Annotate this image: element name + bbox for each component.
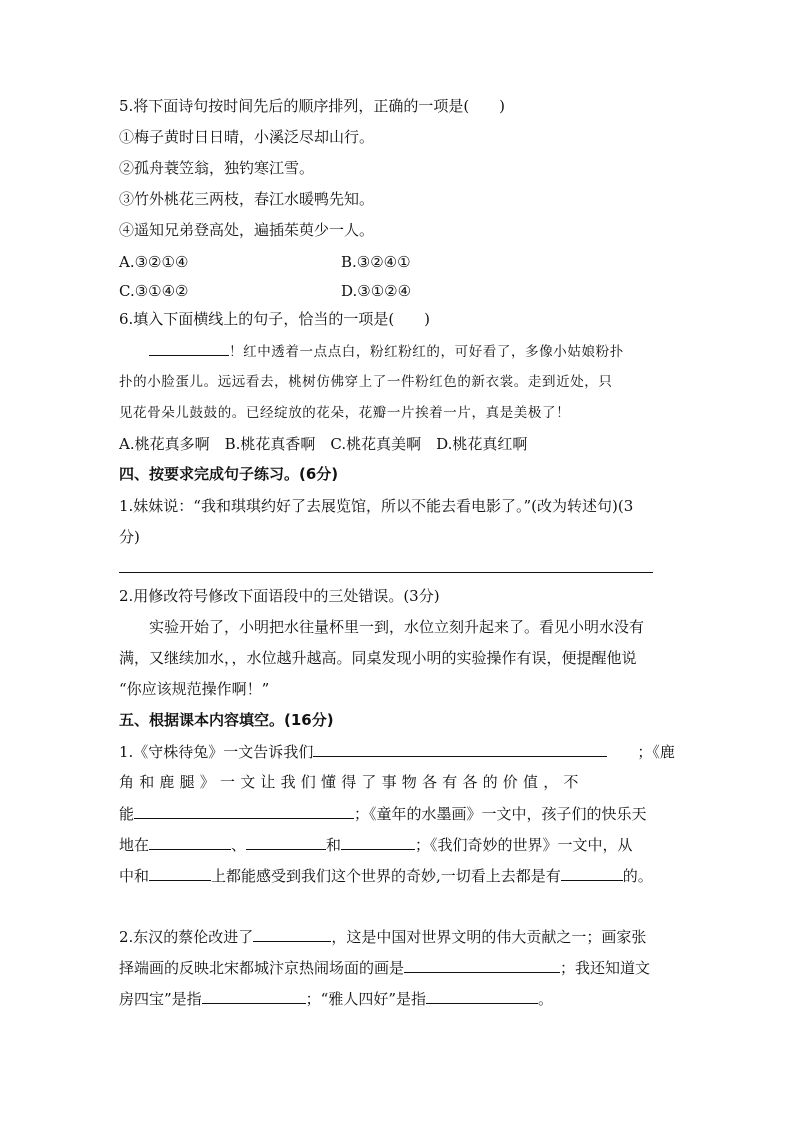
q5-stem: 5.将下面诗句按时间先后的顺序排列，正确的一项是( ) <box>119 97 506 115</box>
q6-passage-text-1: ！红中透着一点点白，粉红粉红的，可好看了，多像小姑娘粉扑 <box>229 344 624 360</box>
q5-item-3: ③竹外桃花三两枝，春江水暖鸭先知。 <box>119 190 375 208</box>
sec5-q1-blank-1[interactable] <box>313 741 607 757</box>
sec4-q1-line-1: 1.妹妹说：“我和琪琪约好了去展览馆，所以不能去看电影了。”(改为转述句)(3 <box>119 497 634 515</box>
sec4-q2-line-2: 满，又继续加水，，水位越升越高。同桌发现小明的实验操作有误，便提醒他说 <box>119 649 637 667</box>
sec5-q2-text-a: 2.东汉的蔡伦改进了 <box>119 928 254 946</box>
sec5-q2-blank-2[interactable] <box>404 957 560 973</box>
sec5-q2-text-f: ；“雅人四好”是指 <box>305 990 427 1008</box>
sec5-q1-text-k: 上都能感受到我们这个世界的奇妙,一切看上去都是有 <box>211 867 561 885</box>
sec5-q1-line-1 <box>119 741 675 762</box>
section-5-heading: 五、根据课本内容填空。(16分) <box>119 711 334 729</box>
sec4-q2-line-3: “你应该规范操作啊！” <box>119 680 270 698</box>
q5-item-2: ②孤舟蓑笠翁，独钓寒江雪。 <box>119 159 315 177</box>
sec4-q2-line-1: 实验开始了，小明把水往量杯里一到，水位立刻升起来了。看见小明水没有 <box>149 618 645 636</box>
q6-options: A.桃花真多啊 B.桃花真香啊 C.桃花真美啊 D.桃花真红啊 <box>119 435 528 453</box>
sec5-q2-text-b: ，这是中国对世界文明的伟大贡献之一；画家张 <box>331 928 647 946</box>
sec5-q1-text-i: ；《我们奇妙的世界》一文中，从 <box>415 836 633 854</box>
sec5-q2-blank-3[interactable] <box>202 988 306 1004</box>
sec4-q2-stem: 2.用修改符号修改下面语段中的三处错误。(3分) <box>119 587 440 605</box>
sec5-q1-blank-6[interactable] <box>149 865 211 881</box>
sec5-q1-line-4 <box>119 834 633 855</box>
sec5-q1-text-a: 1.《守株待兔》一文告诉我们 <box>119 743 314 761</box>
q5-option-b: B.③②④① <box>341 253 411 271</box>
q6-blank[interactable] <box>149 340 229 356</box>
sec5-q2-line-1 <box>119 926 646 947</box>
sec5-q1-line-3 <box>119 803 647 824</box>
q6-passage-line-2: 扑的小脸蛋儿。远远看去，桃树仿佛穿上了一件粉红色的新衣裳。走到近处，只 <box>119 374 613 390</box>
q5-option-a: A.③②①④ <box>119 253 189 271</box>
sec5-q1-text-g: 、 <box>231 836 247 854</box>
q5-item-4: ④遥知兄弟登高处，遍插茱萸少一人。 <box>119 221 375 239</box>
sec5-q2-line-2 <box>119 957 650 978</box>
sec5-q1-text-b: ；《鹿 <box>637 743 675 761</box>
sec4-q1-answer-line[interactable] <box>119 572 653 573</box>
sec5-q1-blank-7[interactable] <box>561 865 623 881</box>
sec5-q2-line-3 <box>119 988 553 1009</box>
sec5-q2-blank-4[interactable] <box>426 988 538 1004</box>
sec5-q1-text-f: 地在 <box>119 836 150 854</box>
sec5-q1-line-2: 角和鹿腿》一文让我们懂得了事物各有各的价值，不 <box>119 773 584 791</box>
sec5-q1-blank-3[interactable] <box>149 834 231 850</box>
sec5-q1-text-h: 和 <box>326 836 342 854</box>
q5-item-1: ①梅子黄时日日晴，小溪泛尽却山行。 <box>119 128 375 146</box>
sec5-q2-text-g: 。 <box>538 990 554 1008</box>
sec5-q2-text-c: 择端画的反映北宋都城汴京热闹场面的画是 <box>119 959 405 977</box>
q6-passage-line-1 <box>149 340 624 362</box>
q5-option-d: D.③①②④ <box>341 282 412 300</box>
sec5-q1-text-l: 的。 <box>622 867 653 885</box>
q6-stem: 6.填入下面横线上的句子，恰当的一项是( ) <box>119 310 431 328</box>
sec5-q2-text-e: 房四宝”是指 <box>119 990 202 1008</box>
sec5-q1-text-e: ；《童年的水墨画》一文中，孩子们的快乐天 <box>354 805 647 823</box>
section-4-heading: 四、按要求完成句子练习。(6分) <box>119 465 339 483</box>
sec5-q2-text-d: ；我还知道文 <box>560 959 651 977</box>
sec5-q2-blank-1[interactable] <box>253 926 331 942</box>
sec5-q1-line-5 <box>119 865 653 886</box>
q5-option-c: C.③①④② <box>119 282 189 300</box>
sec5-q1-text-j: 中和 <box>119 867 150 885</box>
sec4-q1-line-2: 分) <box>119 528 140 546</box>
q6-passage-line-3: 见花骨朵儿鼓鼓的。已经绽放的花朵，花瓣一片挨着一片，真是美极了！ <box>119 405 571 421</box>
sec5-q1-blank-5[interactable] <box>341 834 415 850</box>
sec5-q1-blank-2[interactable] <box>134 803 354 819</box>
sec5-q1-text-d: 能 <box>119 805 135 823</box>
sec5-q1-blank-4[interactable] <box>246 834 326 850</box>
